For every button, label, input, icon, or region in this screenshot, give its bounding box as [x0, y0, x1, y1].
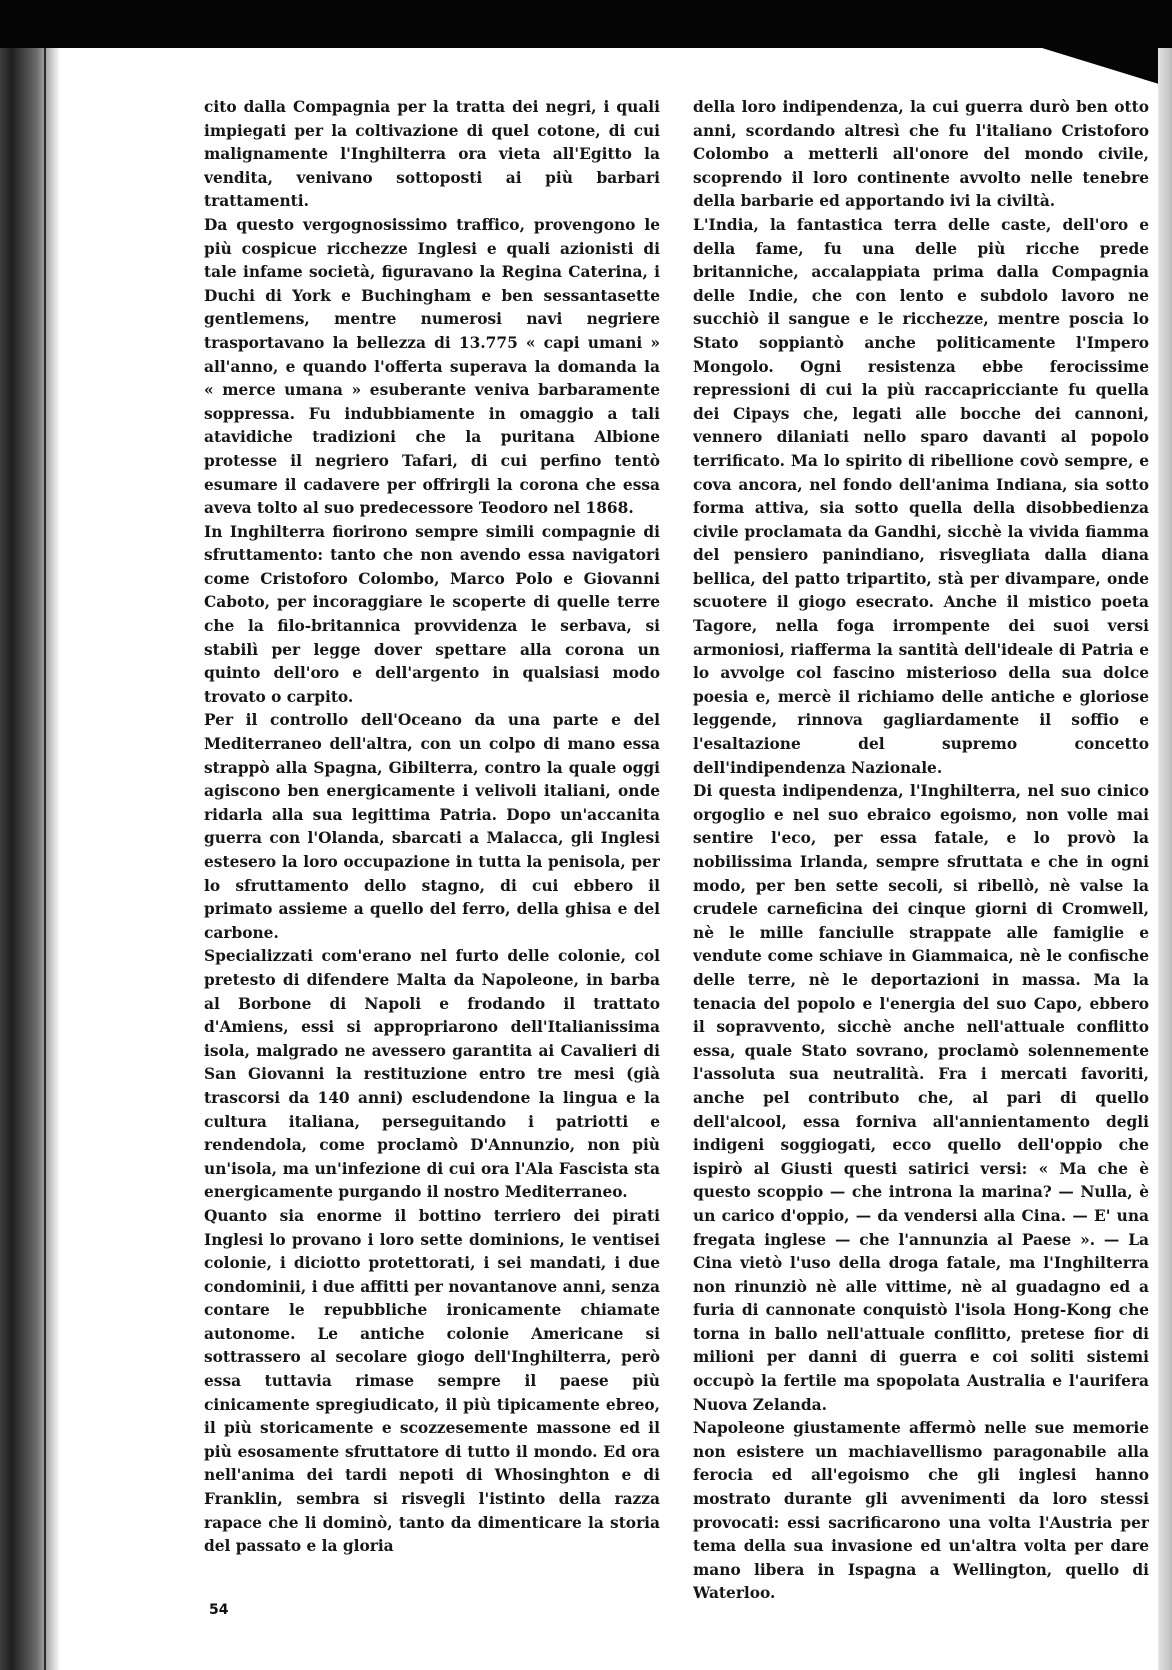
page-number: 54: [209, 1602, 229, 1618]
page-fold-line: [44, 48, 46, 1670]
paragraph: della loro indipendenza, la cui guerra durò ben otto anni, scordando altresì che fu l'italiano Cristoforo Colombo a metterli all'onore del mondo civile, scoprendo il loro continente avvolto nelle tenebre della barbarie ed apportando ivi la civiltà.: [693, 98, 1149, 211]
paragraph: Napoleone giustamente affermò nelle sue memorie non esistere un machiavellismo paragonabile alla ferocia ed all'egoismo che gli inglesi hanno mostrato durante gli avvenimenti da loro stessi provocati: essi sacrificarono una volta l'Austria per tema della sua invasione ed un'altra volta per dare mano libera in Ispagna a Wellington, quello di Waterloo.: [693, 1419, 1149, 1603]
paragraph: Per il controllo dell'Oceano da una parte e del Mediterraneo dell'altra, con un colpo di mano essa strappò alla Spagna, Gibilterra, contro la quale oggi agiscono ben energicamente i velivoli italiani, onde ridarla alla sua legittima Patria. Dopo un'accanita guerra con l'Olanda, sbarcati a Malacca, gli Inglesi estesero la loro occupazione in tutta la penisola, per lo sfruttamento dello stagno, di cui ebbero il primato assieme a quello del ferro, della ghisa e del carbone.: [204, 711, 660, 942]
text-column-right: [693, 96, 1149, 1634]
paragraph: In Inghilterra fiorirono sempre simili compagnie di sfruttamento: tanto che non avendo essa navigatori come Cristoforo Colombo, Marco Polo e Giovanni Caboto, per incoraggiare le scoperte di quelle terre che la filo-britannica provvidenza le serbava, si stabilì per legge dover spettare alla corona un quinto dell'oro e dell'argento in qualsiasi modo trovato o carpito.: [204, 522, 660, 706]
text-column-left: [204, 96, 660, 1634]
paragraph: Specializzati com'erano nel furto delle colonie, col pretesto di difendere Malta da Napoleone, in barba al Borbone di Napoli e frodando il trattato d'Amiens, essi si appropriarono dell'Italianissima isola, malgrado ne avessero garantita ai Cavalieri di San Giovanni la restituzione entro tre mesi (già trascorsi da 140 anni) escludendone la lingua e la cultura italiana, perseguitando i patriotti e rendendola, come proclamò D'Annunzio, non più un'isola, ma un'infezione di cui ora l'Ala Fascista sta energicamente purgando il nostro Mediterraneo.: [204, 947, 660, 1202]
paragraph: Da questo vergognosissimo traffico, provengono le più cospicue ricchezze Inglesi e quali azionisti di tale infame società, figuravano la Regina Caterina, i Duchi di York e Buchingham e ben sessantasette gentlemens, mentre numerosi navi negriere trasportavano la bellezza di 13.775 « capi umani » all'anno, e quando l'offerta superava la domanda la « merce umana » esuberante veniva barbaramente soppressa. Fu indubbiamente in omaggio a tali atavidiche tradizioni che la puritana Albione protesse il negriero Tafari, di cui perfino tentò esumare il cadavere per offrirgli la corona che essa aveva tolto al suo predecessore Teodoro nel 1868.: [204, 215, 660, 518]
paragraph: Di questa indipendenza, l'Inghilterra, nel suo cinico orgoglio e nel suo ebraico egoismo, non volle mai sentire l'eco, per essa fatale, e lo provò la nobilissima Irlanda, sempre sfruttata e che in ogni modo, per ben sette secoli, si ribellò, nè valse la crudele carneficina dei cinque giorni di Cromwell, nè le mille fanciulle strappate alle famiglie e vendute come schiave in Giammaica, nè le confische delle terre, nè le deportazioni in massa. Ma la tenacia del popolo e l'energia del suo Capo, ebbero il sopravvento, sicchè anche nell'attuale conflitto essa, quale Stato sovrano, proclamò solennemente l'assoluta sua neutralità. Fra i mercati favoriti, anche pel contributo che, al pari di quello dell'alcool, essa forniva all'annientamento degli indigeni soggiogati, ecco quello dell'oppio che ispirò al Giusti questi satirici versi: « Ma che è questo scoppio — che introna la marina? — Nulla, è un carico d'oppio, — da vendersi alla Cina. — E' una fregata inglese — che l'annunzia al Paese ». — La Cina vietò l'uso della droga fatale, ma l'Inghilterra non rinunziò nè alle vittime, nè al guadagno ed a furia di cannonate conquistò l'isola Hong-Kong che torna in ballo nell'attuale conflitto, pretese fior di milioni per danni di guerra e coi soliti sistemi occupò la fertile ma spopolata Australia e l'aurifera Nuova Zelanda.: [693, 782, 1149, 1414]
scan-corner-shadow: [1042, 48, 1172, 88]
paragraph: cito dalla Compagnia per la tratta dei negri, i quali impiegati per la coltivazione di quel cotone, di cui malignamente l'Inghilterra ora vieta all'Egitto la vendita, venivano sottoposti ai più barbari trattamenti.: [204, 98, 660, 211]
paragraph: L'India, la fantastica terra delle caste, dell'oro e della fame, fu una delle più ricche prede britanniche, accalappiata prima dalla Compagnia delle Indie, che con lento e subdolo lavoro ne succhiò il sangue e le ricchezze, mentre poscia lo Stato soppiantò anche politicamente l'Impero Mongolo. Ogni resistenza ebbe ferocissime repressioni di cui la più raccapricciante fu quella dei Cipays che, legati alle bocche dei cannoni, vennero dilaniati nello sparo davanti al popolo terrificato. Ma lo spirito di ribellione covò sempre, e cova ancora, nel fondo dell'anima Indiana, sia sotto forma attiva, sia sotto quella della disobbedienza civile proclamata da Gandhi, sicchè la vivida fiamma del pensiero panindiano, risvegliata dalla diana bellica, del patto tripartito, stà per divampare, onde scuotere il giogo esecrato. Anche il mistico poeta Tagore, nella foga irrompente dei suoi versi armoniosi, riafferma la santità dell'ideale di Patria e lo avvolge col fascino misterioso della sua dolce poesia e, mercè il richiamo delle antiche e gloriose leggende, rinnova gagliardamente il soffio e l'esaltazione del supremo concetto dell'indipendenza Nazionale.: [693, 215, 1149, 777]
paragraph: Quanto sia enorme il bottino terriero dei pirati Inglesi lo provano i loro sette dominions, le ventisei colonie, i diciotto protettorati, i sei mandati, i due condominii, i due affitti per novantanove anni, senza contare le repubbliche ironicamente chiamate autonome. Le antiche colonie Americane si sottrassero al secolare giogo dell'Inghilterra, però essa tuttavia rimase sempre il paese più cinicamente spregiudicato, il più tipicamente ebreo, il più storicamente e scozzesemente massone ed il più esosamente sfruttatore di tutto il mondo. Ed ora nell'anima dei tardi nepoti di Whosinghton e di Franklin, sembra si risvegli l'istinto della razza rapace che li dominò, tanto da dimenticare la storia del passato e la gloria: [204, 1206, 660, 1556]
book-spine-shadow: [0, 48, 60, 1670]
scan-right-edge: [1158, 48, 1172, 1670]
scan-top-border: [0, 0, 1172, 48]
